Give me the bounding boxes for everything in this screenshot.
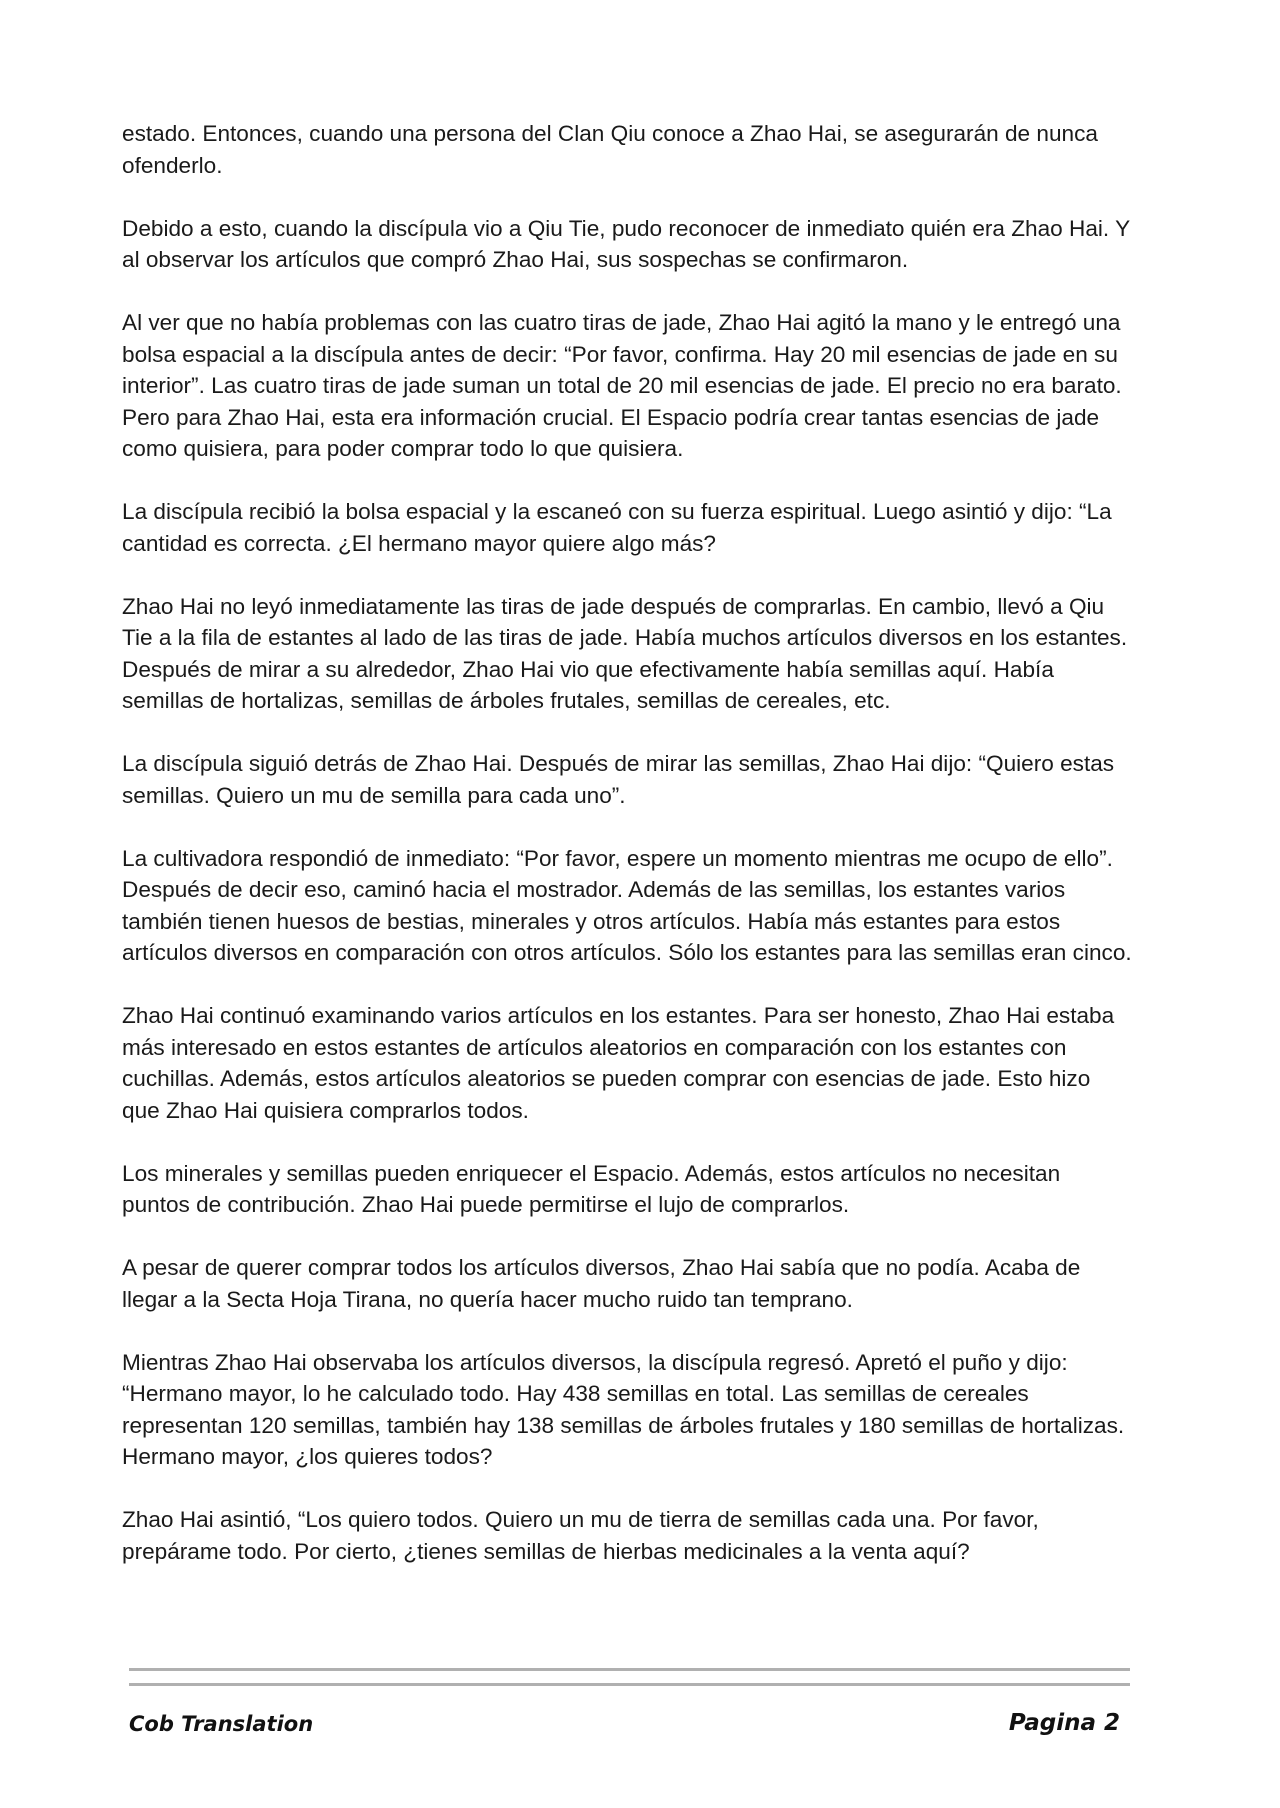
- paragraph: Al ver que no había problemas con las cuatro tiras de jade, Zhao Hai agitó la mano y le entregó una bolsa espacial a la discípula antes de decir: “Por favor, confirma. Hay 20 mil esencias de jade en su interior”. Las cuatro tiras de jade suman un total de 20 mil esencias de jade. El precio no era barato. Pero para Zhao Hai, esta era información crucial. El Espacio podría crear tantas esencias de jade como quisiera, para poder comprar todo lo que quisiera.: [122, 310, 1122, 461]
- paragraph: La discípula recibió la bolsa espacial y la escaneó con su fuerza espiritual. Luego asintió y dijo: “La cantidad es correcta. ¿El hermano mayor quiere algo más?: [122, 499, 1112, 556]
- paragraph: Los minerales y semillas pueden enriquecer el Espacio. Además, estos artículos no necesitan puntos de contribución. Zhao Hai puede permitirse el lujo de comprarlos.: [122, 1160, 1061, 1217]
- paragraph: Zhao Hai asintió, “Los quiero todos. Quiero un mu de tierra de semillas cada una. Por favor, prepárame todo. Por cierto, ¿tienes semillas de hierbas medicinales a la venta aquí?: [122, 1507, 1039, 1564]
- paragraph: La discípula siguió detrás de Zhao Hai. Después de mirar las semillas, Zhao Hai dijo: “Quiero estas semillas. Quiero un mu de semilla para cada uno”.: [122, 751, 1115, 808]
- page-body: [122, 118, 1132, 1599]
- paragraph: La cultivadora respondió de inmediato: “Por favor, espere un momento mientras me ocupo de ello”. Después de decir eso, caminó hacia el mostrador. Además de las semillas, los estantes varios también tienen huesos de bestias, minerales y otros artículos. Había más estantes para estos artículos diversos en comparación con otros artículos. Sólo los estantes para las semillas eran cinco.: [122, 845, 1132, 965]
- paragraph: Debido a esto, cuando la discípula vio a Qiu Tie, pudo reconocer de inmediato quién era Zhao Hai. Y al observar los artículos que compró Zhao Hai, sus sospechas se confirmaron.: [122, 215, 1130, 272]
- footer-divider: [129, 1668, 1130, 1671]
- footer-page-number: Pagina 2: [1008, 1710, 1120, 1736]
- paragraph: Zhao Hai continuó examinando varios artículos en los estantes. Para ser honesto, Zhao Hai estaba más interesado en estos estantes de artículos aleatorios en comparación con los estantes con cuchillas. Además, estos artículos aleatorios se pueden comprar con esencias de jade. Esto hizo que Zhao Hai quisiera comprarlos todos.: [122, 1003, 1115, 1123]
- paragraph: estado. Entonces, cuando una persona del Clan Qiu conoce a Zhao Hai, se asegurarán de nunca ofenderlo.: [122, 121, 1098, 178]
- paragraph: Mientras Zhao Hai observaba los artículos diversos, la discípula regresó. Apretó el puño y dijo: “Hermano mayor, lo he calculado todo. Hay 438 semillas en total. Las semillas de cereales representan 120 semillas, también hay 138 semillas de árboles frutales y 180 semillas de hortalizas. Hermano mayor, ¿los quieres todos?: [122, 1349, 1125, 1469]
- footer-publisher: Cob Translation: [129, 1712, 314, 1736]
- footer-divider: [129, 1683, 1130, 1686]
- paragraph: A pesar de querer comprar todos los artículos diversos, Zhao Hai sabía que no podía. Acaba de llegar a la Secta Hoja Tirana, no quería hacer mucho ruido tan temprano.: [122, 1255, 1081, 1312]
- paragraph: Zhao Hai no leyó inmediatamente las tiras de jade después de comprarlas. En cambio, llevó a Qiu Tie a la fila de estantes al lado de las tiras de jade. Había muchos artículos diversos en los estantes. Después de mirar a su alrededor, Zhao Hai vio que efectivamente había semillas aquí. Había semillas de hortalizas, semillas de árboles frutales, semillas de cereales, etc.: [122, 593, 1128, 713]
